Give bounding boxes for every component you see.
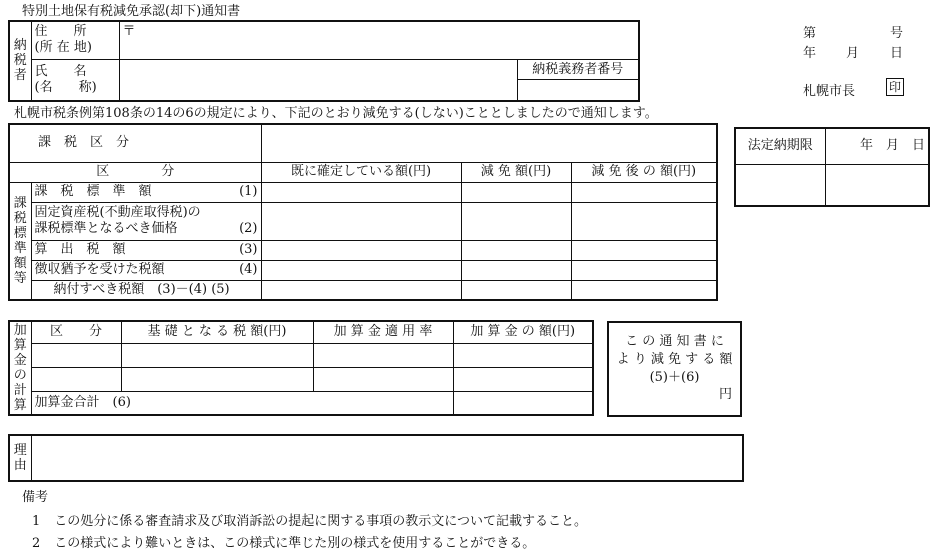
surcharge-amount-1[interactable] xyxy=(453,343,593,367)
table-row: 課 税 標 準 額 (1) xyxy=(31,182,261,202)
surcharge-rate-1[interactable] xyxy=(313,343,453,367)
remark-item-1: 1 この処分に係る審査請求及び取消訴訟の提起に関する事項の教示文について記載すること。 xyxy=(32,514,588,529)
surcharge-kubun-2[interactable] xyxy=(31,367,121,391)
surcharge-col-rate: 加 算 金 適 用 率 xyxy=(313,321,453,343)
surcharge-col-amount: 加 算 金 の 額(円) xyxy=(453,321,593,343)
deadline-field-2[interactable] xyxy=(825,164,929,206)
deadline-date: 年 月 日 xyxy=(825,128,929,164)
reduction-line2: よ り 減 免 す る 額 xyxy=(616,352,733,367)
address-label-sub: (所 在 地) xyxy=(34,40,92,56)
col-kubun: 区 分 xyxy=(9,162,261,182)
reduction-line1: こ の 通 知 書 に xyxy=(625,334,724,349)
surcharge-rate-2[interactable] xyxy=(313,367,453,391)
taxpayer-side-label: 納税者 xyxy=(9,21,31,101)
reduction-line3: (5)＋(6) xyxy=(649,370,700,385)
date-tsuki: 月 xyxy=(846,46,860,61)
name-label-sub: (名 称) xyxy=(34,79,97,95)
confirmed-field-5[interactable] xyxy=(261,280,461,300)
table-row: 徴収猶予を受けた税額 (4) xyxy=(31,260,261,280)
notice-dai: 第 xyxy=(803,26,817,41)
surcharge-amount-2[interactable] xyxy=(453,367,593,391)
date-hi: 日 xyxy=(890,46,904,61)
reduction-field-2[interactable] xyxy=(461,202,571,240)
surcharge-base-2[interactable] xyxy=(121,367,313,391)
confirmed-field-3[interactable] xyxy=(261,240,461,260)
seal-mark: 印 xyxy=(886,78,904,96)
reduction-field-5[interactable] xyxy=(461,280,571,300)
surcharge-total-field[interactable] xyxy=(453,391,593,415)
tax-side-label: 課税標準額等 xyxy=(9,182,31,300)
col-reduction: 減 免 額(円) xyxy=(461,162,571,182)
reduction-field-4[interactable] xyxy=(461,260,571,280)
surcharge-col-kubun: 区 分 xyxy=(31,321,121,343)
after-field-1[interactable] xyxy=(571,182,717,202)
remarks-title: 備考 xyxy=(22,490,49,505)
payable-label: 納付すべき税額 (3)－(4) (5) xyxy=(31,280,261,300)
taxpayer-table xyxy=(8,20,640,102)
reduction-amount-box xyxy=(607,321,742,417)
confirmed-field-1[interactable] xyxy=(261,182,461,202)
after-field-3[interactable] xyxy=(571,240,717,260)
confirmed-field-4[interactable] xyxy=(261,260,461,280)
mayor-label: 札幌市長 xyxy=(803,84,856,99)
after-field-5[interactable] xyxy=(571,280,717,300)
name-field[interactable] xyxy=(119,59,517,101)
surcharge-side-label: 加算金の計算 xyxy=(9,321,31,415)
reason-table xyxy=(8,434,744,482)
name-label: 氏 名 xyxy=(34,63,87,79)
address-label: 住 所 xyxy=(34,24,87,40)
reduction-field-1[interactable] xyxy=(461,182,571,202)
deadline-table xyxy=(734,127,930,207)
col-confirmed: 既に確定している額(円) xyxy=(261,162,461,182)
after-field-4[interactable] xyxy=(571,260,717,280)
address-label-cell xyxy=(31,21,119,59)
deadline-field-1[interactable] xyxy=(735,164,825,206)
address-field[interactable] xyxy=(119,21,639,59)
statement-text: 札幌市税条例第108条の14の6の規定により、下記のとおり減免する(しない)こととしましたので通知します。 xyxy=(14,106,658,121)
surcharge-table xyxy=(8,320,594,416)
deadline-label: 法定納期限 xyxy=(735,128,825,164)
taxpayer-no-label: 納税義務者番号 xyxy=(518,60,639,80)
surcharge-kubun-1[interactable] xyxy=(31,343,121,367)
name-label-cell xyxy=(31,59,119,101)
reduction-unit: 円 xyxy=(718,387,732,402)
reason-field[interactable] xyxy=(31,435,743,481)
table-row: 固定資産税(不動産取得税)の 課税標準となるべき価格 (2) xyxy=(31,202,261,240)
category-field[interactable] xyxy=(261,124,717,162)
main-tax-table xyxy=(8,123,718,301)
category-label: 課 税 区 分 xyxy=(9,124,261,162)
col-after: 減 免 後 の 額(円) xyxy=(571,162,717,182)
surcharge-total-label: 加算金合計 (6) xyxy=(31,391,453,415)
reduction-field-3[interactable] xyxy=(461,240,571,260)
postal-mark: 〒 xyxy=(122,24,136,39)
surcharge-col-base: 基 礎 と な る 税 額(円) xyxy=(121,321,313,343)
after-field-2[interactable] xyxy=(571,202,717,240)
table-row: 算 出 税 額 (3) xyxy=(31,240,261,260)
document-title: 特別土地保有税減免承認(却下)通知書 xyxy=(22,4,241,19)
reason-label: 理由 xyxy=(9,435,31,481)
surcharge-base-1[interactable] xyxy=(121,343,313,367)
taxpayer-no-cell xyxy=(517,59,639,101)
remark-item-2: 2 この様式により難いときは、この様式に準じた別の様式を使用することができる。 xyxy=(32,536,536,551)
taxpayer-no-field[interactable] xyxy=(518,80,639,100)
notice-go: 号 xyxy=(890,26,904,41)
date-nen: 年 xyxy=(803,46,817,61)
confirmed-field-2[interactable] xyxy=(261,202,461,240)
